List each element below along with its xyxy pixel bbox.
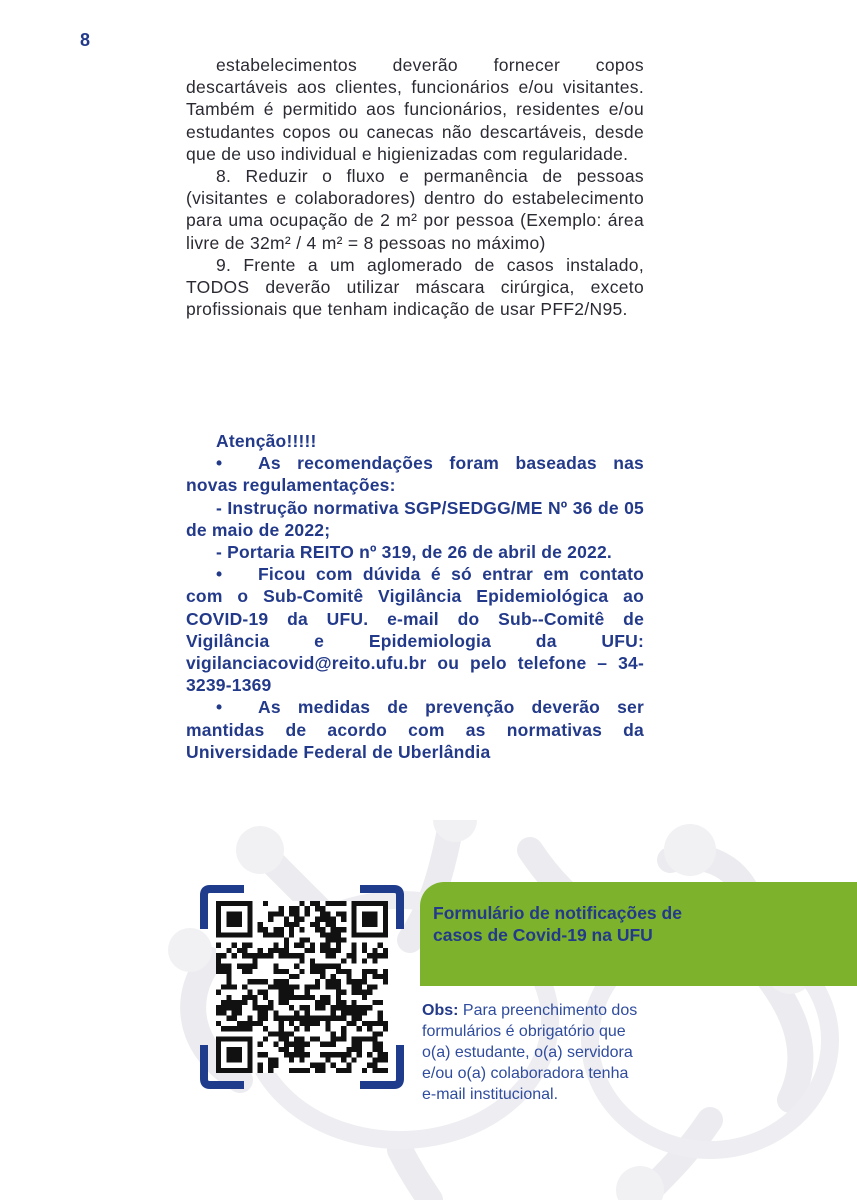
attention-section	[186, 430, 644, 763]
form-banner	[420, 882, 857, 986]
qr-code-frame[interactable]	[200, 885, 404, 1089]
bullet-2-text: Ficou com dúvida é só entrar em contato com o Sub-Comitê Vigilância Epidemiológica ao COVID-19 da UFU. e-mail do Sub--Comitê de Vigilância e Epidemiologia da UFU: vigilanciacovid@reito.ufu.br ou pelo telefone – 34-3239-1369	[186, 564, 644, 696]
attention-bullet-3	[186, 696, 644, 763]
bullet-3-text: As medidas de prevenção deverão ser mantidas de acordo com as normativas da Universidade Federal de Uberlândia	[186, 697, 644, 762]
paragraph-item-9: 9. Frente a um aglomerado de casos instalado, TODOS deverão utilizar máscara cirúrgica, exceto profissionais que tenham indicação de usar PFF2/N95.	[186, 254, 644, 320]
attention-bullet-1	[186, 452, 644, 496]
attention-bullet-2	[186, 563, 644, 696]
attention-title: Atenção!!!!!	[216, 431, 317, 451]
body-text	[186, 54, 644, 320]
bullet-icon: •	[216, 697, 223, 718]
paragraph-item-8: 8. Reduzir o fluxo e permanência de pessoas (visitantes e colaboradores) dentro do estabelecimento para uma ocupação de 2 m² por pessoa (Exemplo: área livre de 32m² / 4 m² = 8 pessoas no máximo)	[186, 166, 644, 253]
qr-code-icon[interactable]	[216, 901, 388, 1073]
page-number: 8	[80, 30, 91, 50]
paragraph-cups: estabelecimentos deverão fornecer copos descartáveis aos clientes, funcionários e/ou visitantes. Também é permitido aos funcionários, residentes e/ou estudantes copos ou canecas não descartáveis, desde que de uso individual e higienizadas com regularidade.	[186, 55, 644, 164]
reference-2: - Portaria REITO nº 319, de 26 de abril de 2022.	[216, 542, 612, 563]
bullet-1-text: As recomendações foram baseadas nas novas regulamentações:	[186, 453, 644, 496]
bullet-icon: •	[216, 453, 223, 474]
bullet-icon: •	[216, 564, 223, 585]
form-note	[422, 1000, 642, 1105]
obs-label: Obs:	[422, 1002, 459, 1019]
reference-1: - Instrução normativa SGP/SEDGG/ME Nº 36 de 05 de maio de 2022;	[186, 497, 644, 540]
form-title: Formulário de notificações de casos de Covid-19 na UFU	[433, 903, 682, 945]
obs-text: Para preenchimento dos formulários é obrigatório que o(a) estudante, o(a) servidora e/ou o(a) colaboradora tenha e-mail institucional.	[422, 1002, 638, 1103]
